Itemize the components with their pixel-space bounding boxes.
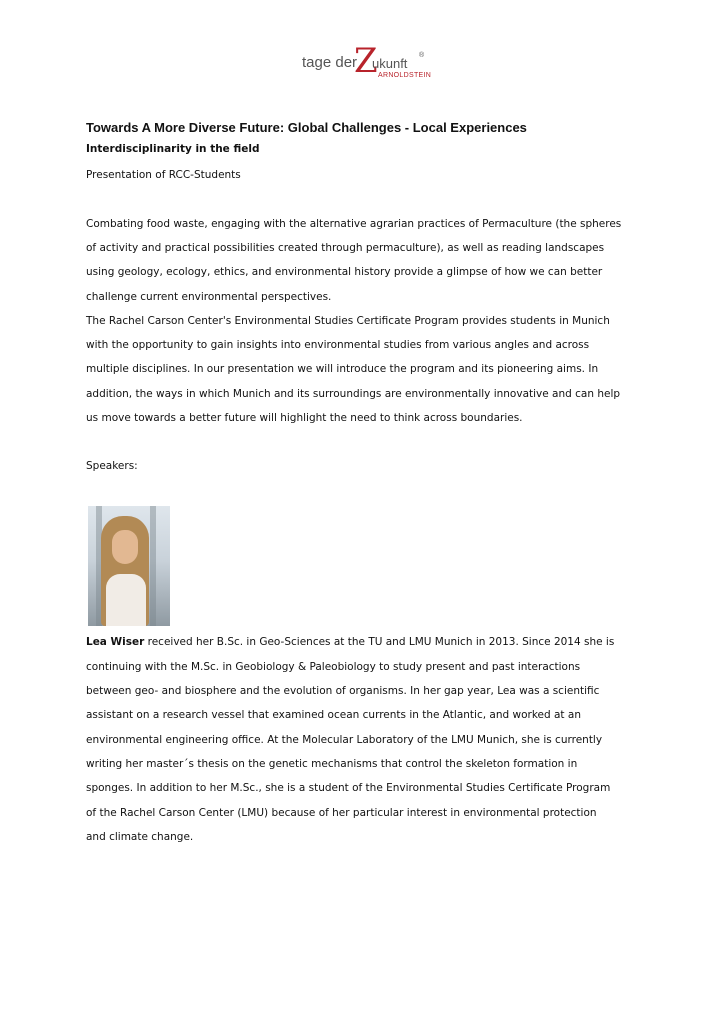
speaker-bio-line: sponges. In addition to her M.Sc., she is a student of the Environmental Studies Certificate Program: [86, 782, 611, 794]
logo-text-ukunft: ukunft: [372, 56, 408, 71]
logo-text-tage-der: tage der: [302, 54, 358, 71]
presentation-line: Presentation of RCC-Students: [86, 169, 241, 181]
intro-line: of activity and practical possibilities created through permaculture), as well as reading landscapes: [86, 242, 605, 254]
logo-registered-mark: ®: [419, 52, 425, 59]
speaker-bio-line: and climate change.: [86, 831, 194, 843]
intro-line: using geology, ecology, ethics, and environmental history provide a glimpse of how we can better: [86, 266, 603, 278]
speaker-bio-line: writing her master´s thesis on the genetic mechanisms that control the skeleton formation in: [86, 758, 578, 770]
speaker-bio-first-line: [86, 635, 614, 649]
intro-line: with the opportunity to gain insights into environmental studies from various angles and across: [86, 339, 590, 351]
speaker-bio-line: of the Rachel Carson Center (LMU) because of her particular interest in environmental protection: [86, 807, 597, 819]
logo-letter-z: Z: [354, 41, 378, 81]
speaker-bio-text: received her B.Sc. in Geo-Sciences at the TU and LMU Munich in 2013. Since 2014 she is: [144, 636, 615, 648]
page-title: Towards A More Diverse Future: Global Challenges - Local Experiences: [86, 120, 527, 135]
speaker-name: Lea Wiser: [86, 636, 145, 648]
intro-line: us move towards a better future will highlight the need to think across boundaries.: [86, 412, 523, 424]
speaker-bio-line: continuing with the M.Sc. in Geobiology & Paleobiology to study present and past interactions: [86, 661, 581, 673]
speaker-bio-line: environmental engineering office. At the Molecular Laboratory of the LMU Munich, she is currently: [86, 734, 603, 746]
logo-subtitle: ARNOLDSTEIN: [378, 72, 432, 79]
speaker-bio-line: assistant on a research vessel that examined ocean currents in the Atlantic, and worked at an: [86, 709, 581, 721]
speaker-photo: [88, 506, 170, 626]
intro-line: challenge current environmental perspectives.: [86, 291, 332, 303]
subtitle: Interdisciplinarity in the field: [86, 143, 260, 155]
intro-line: multiple disciplines. In our presentation we will introduce the program and its pioneering aims. In: [86, 363, 599, 375]
intro-line: Combating food waste, engaging with the alternative agrarian practices of Permaculture (the spheres: [86, 218, 622, 230]
intro-line: addition, the ways in which Munich and its surroundings are environmentally innovative and can help: [86, 388, 621, 400]
speaker-bio-line: between geo- and biosphere and the evolution of organisms. In her gap year, Lea was a scientific: [86, 685, 600, 697]
intro-line: The Rachel Carson Center's Environmental Studies Certificate Program provides students in Munich: [86, 315, 610, 327]
logo: [300, 41, 450, 86]
speakers-label: Speakers:: [86, 460, 138, 472]
